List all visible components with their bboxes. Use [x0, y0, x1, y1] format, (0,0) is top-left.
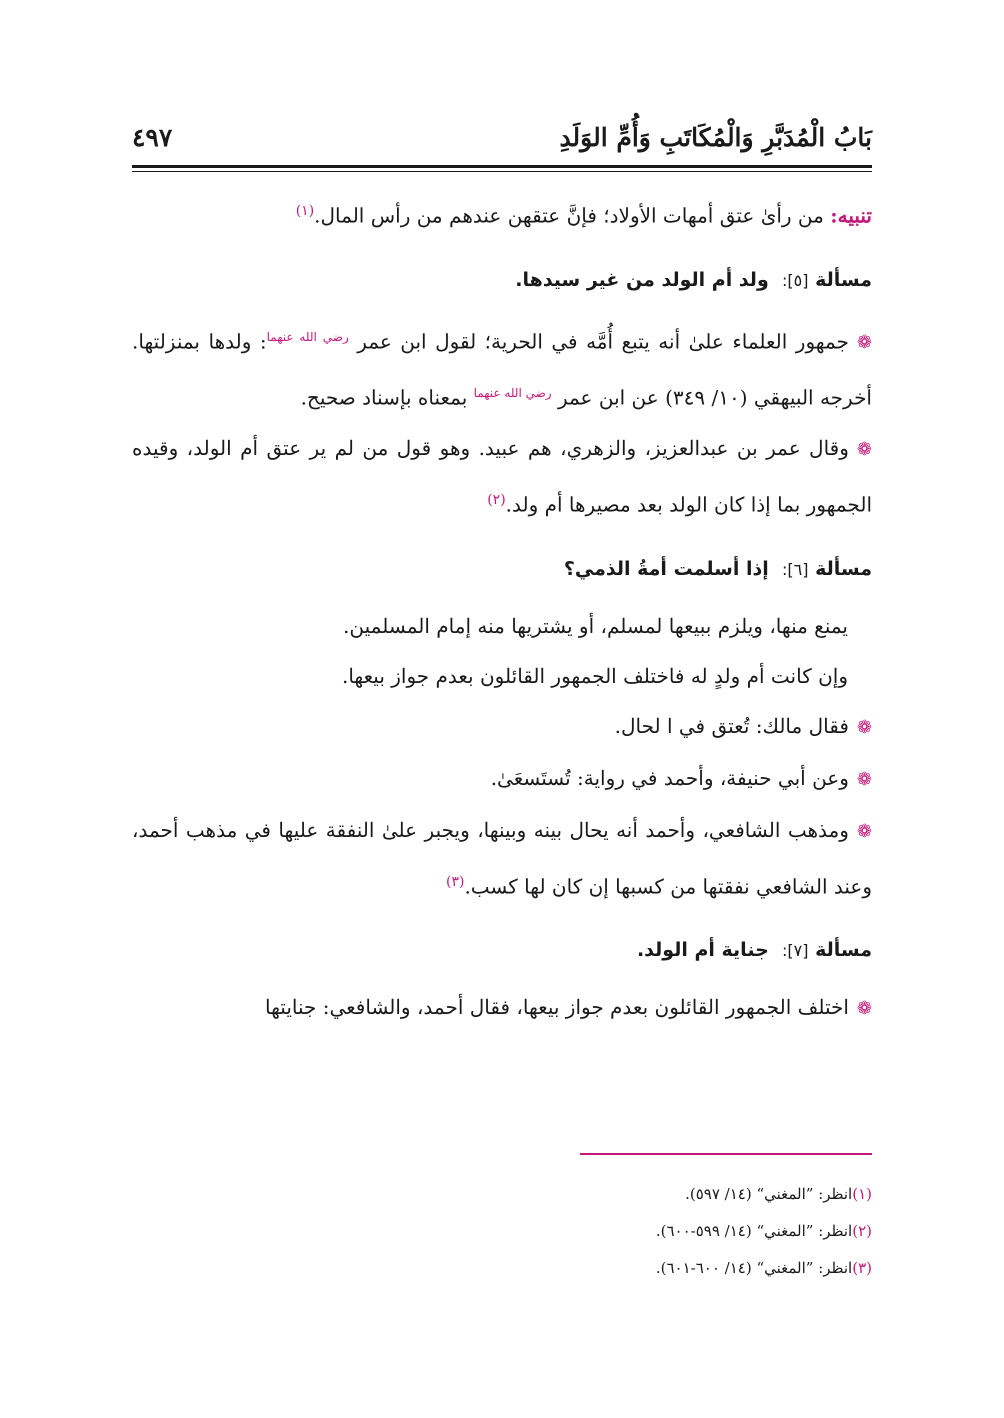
- tanbih-text: من رأىٰ عتق أمهات الأولاد؛ فإنَّ عتقهن عندهم من رأس المال.: [314, 203, 831, 228]
- footnote-text: انظر: ”المغني“ (١٤/ ٥٩٧).: [685, 1185, 853, 1203]
- paragraph-text: وقال عمر بن عبدالعزيز، والزهري، هم عبيد. وهو قول من لم ير عتق أم الولد، وقيده الجمهور بما إذا كان الولد بعد مصيرها أم ولد.: [132, 435, 872, 517]
- main-text: [132, 186, 872, 1034]
- header-rule-thick: [132, 165, 872, 168]
- flower-icon: ❁: [856, 820, 872, 842]
- paragraph-text: ومذهب الشافعي، وأحمد أنه يحال بينه وبينها، ويجبر علىٰ النفقة عليها في مذهب أحمد، وعند الشافعي نفقتها من كسبها إن كان لها كسب.: [132, 817, 872, 899]
- honorific-icon: رضي الله عنهما: [473, 386, 552, 401]
- masala-5-paragraph-1: [132, 312, 872, 423]
- paragraph-text: وعن أبي حنيفة، وأحمد في رواية: تُستَسعَىٰ.: [490, 765, 849, 790]
- masala-label: مسألة: [815, 557, 872, 580]
- footnote-ref-1[interactable]: (١): [295, 203, 315, 219]
- masala-6-paragraph-4: [132, 753, 872, 805]
- masala-7-heading: [132, 925, 872, 976]
- flower-icon: ❁: [856, 438, 872, 460]
- flower-icon: ❁: [856, 716, 872, 738]
- masala-7-paragraph-1: [132, 982, 872, 1034]
- masala-title: إذا أسلمت أمةُ الذمي؟: [563, 557, 769, 580]
- masala-number: [٧]:: [782, 941, 809, 961]
- tanbih-paragraph: [132, 186, 872, 241]
- footnotes: [132, 1176, 872, 1287]
- book-page: [132, 0, 872, 1418]
- footnote-number: (٢): [852, 1222, 872, 1240]
- masala-6-paragraph-5: [132, 805, 872, 912]
- masala-title: جناية أم الولد.: [636, 939, 769, 962]
- footnote-1: [132, 1176, 872, 1213]
- footnote-text: انظر: ”المغني“ (١٤/ ٥٩٩-٦٠٠).: [655, 1222, 853, 1240]
- header-rule-thin: [132, 171, 872, 172]
- masala-label: مسألة: [815, 939, 872, 962]
- chapter-title: بَابُ الْمُدَبَّرِ وَالْمُكَاتَبِ وَأُمِّ الوَلَدِ: [559, 123, 872, 152]
- footnote-number: (١): [852, 1185, 872, 1203]
- masala-6-paragraph-1: يمنع منها، ويلزم ببيعها لمسلم، أو يشتريها منه إمام المسلمين.: [343, 613, 848, 638]
- footnote-ref-3[interactable]: (٣): [445, 873, 465, 890]
- masala-number: [٥]:: [782, 270, 809, 290]
- footnote-3: [132, 1250, 872, 1287]
- footnote-2: [132, 1213, 872, 1250]
- masala-5-heading: [132, 255, 872, 306]
- masala-label: مسألة: [815, 268, 872, 291]
- masala-6-paragraph-2: وإن كانت أم ولدٍ له فاختلف الجمهور القائلون بعدم جواز بيعها.: [341, 663, 848, 688]
- masala-6-paragraph-3: [132, 701, 872, 753]
- footnote-ref-2[interactable]: (٢): [487, 491, 506, 508]
- flower-icon: ❁: [856, 768, 872, 790]
- running-header: [132, 104, 872, 160]
- honorific-icon: رضي الله عنهما: [266, 329, 349, 344]
- paragraph-text: فقال مالك: تُعتق في ا لحال.: [614, 713, 849, 738]
- masala-title: ولد أم الولد من غير سيدها.: [515, 268, 769, 291]
- flower-icon: ❁: [856, 998, 872, 1020]
- masala-6-heading: [132, 544, 872, 595]
- paragraph-text: اختلف الجمهور القائلون بعدم جواز بيعها، فقال أحمد، والشافعي: جنايتها: [264, 995, 849, 1020]
- flower-icon: ❁: [856, 332, 873, 354]
- masala-number: [٦]:: [782, 559, 809, 579]
- footnote-separator: [580, 1153, 872, 1155]
- paragraph-text: بمعناه بإسناد صحيح.: [300, 385, 474, 410]
- page-number: ٤٩٧: [132, 123, 173, 152]
- footnote-number: (٣): [852, 1259, 872, 1277]
- tanbih-label: تنبيه:: [830, 203, 872, 228]
- masala-5-paragraph-2: [132, 423, 872, 530]
- paragraph-text: جمهور العلماء علىٰ أنه يتبع أُمَّه في الحرية؛ لقول ابن عمر: [357, 329, 849, 354]
- footnote-text: انظر: ”المغني“ (١٤/ ٦٠٠-٦٠١).: [655, 1259, 853, 1277]
- paragraph-text: : ولدها بمنزلتها. أخرجه البيهقي (١٠/ ٣٤٩) عن ابن عمر: [132, 329, 872, 410]
